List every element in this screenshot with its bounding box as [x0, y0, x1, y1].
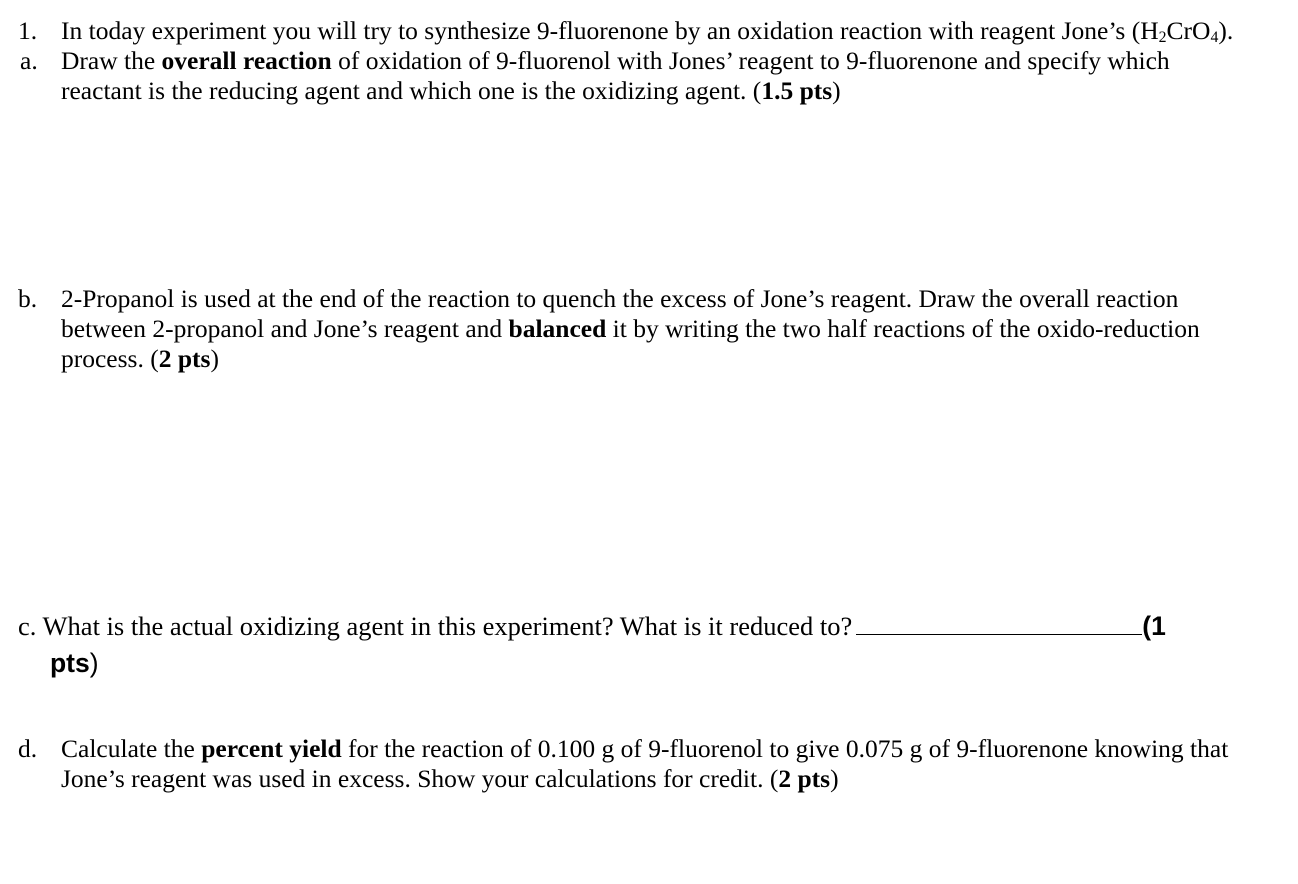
qa-text-1: Draw the — [61, 46, 162, 75]
question-letter-b: b. — [18, 284, 38, 313]
question-letter-a: a. — [20, 46, 38, 75]
qb-text-2: it by writing the two half reactions of the oxido-reduction — [606, 314, 1200, 343]
qd-text-2: for the reaction of 0.100 g of 9-fluorenol to give 0.075 g of 9-fluorenone knowing that — [341, 734, 1229, 763]
question-b-line-3 — [61, 344, 219, 374]
qd-points: 2 pts — [778, 764, 831, 793]
qc-points-open: (1 — [1142, 611, 1166, 641]
question-a-line-2 — [61, 76, 841, 106]
question-1-intro — [61, 16, 1233, 46]
question-letter-c: c. — [18, 611, 43, 641]
qd-text-3: Jone’s reagent was used in excess. Show your calculations for credit. ( — [61, 764, 779, 793]
question-number-1: 1. — [18, 16, 38, 45]
qc-paren-close: ) — [89, 648, 99, 678]
qb-text-1: between 2-propanol and Jone’s reagent and — [61, 314, 509, 343]
formula-close: ). — [1218, 16, 1234, 45]
qa-text-2: of oxidation of 9-fluorenol with Jones’ reagent to 9-fluorenone and specify which — [331, 46, 1170, 75]
qc-points-label: pts — [50, 648, 90, 678]
qb-text-4: ) — [210, 344, 219, 373]
qc-question-text: What is the actual oxidizing agent in this experiment? What is it reduced to? — [42, 611, 853, 641]
question-d-line-2 — [61, 764, 839, 794]
qa-text-4: ) — [832, 76, 841, 105]
question-d-line-1 — [61, 734, 1228, 764]
question-c-line-1 — [18, 611, 1166, 641]
question-letter-d: d. — [18, 734, 38, 763]
qd-text-1: Calculate the — [61, 734, 202, 763]
question-a-line-1 — [61, 46, 1170, 76]
q1-intro-text: In today experiment you will try to synthesize 9-fluorenone by an oxidation reaction with reagent Jone’s (H — [61, 16, 1159, 45]
qa-bold-overall-reaction: overall reaction — [161, 46, 332, 75]
qa-points: 1.5 pts — [761, 76, 833, 105]
qb-bold-balanced: balanced — [508, 314, 607, 343]
qd-text-4: ) — [830, 764, 839, 793]
question-b-line-1: 2-Propanol is used at the end of the reaction to quench the excess of Jone’s reagent. Draw the overall reaction — [61, 284, 1179, 313]
answer-blank-line[interactable] — [856, 612, 1142, 635]
qb-points: 2 pts — [158, 344, 211, 373]
qa-text-3: reactant is the reducing agent and which one is the oxidizing agent. ( — [61, 76, 762, 105]
formula-o-subscript: 4 — [1210, 28, 1219, 46]
question-b-line-2 — [61, 314, 1200, 344]
question-c-line-2 — [50, 648, 99, 678]
formula-crO: CrO — [1166, 16, 1211, 45]
qd-bold-percent-yield: percent yield — [201, 734, 342, 763]
formula-h-subscript: 2 — [1158, 28, 1167, 46]
qb-text-3: process. ( — [61, 344, 159, 373]
